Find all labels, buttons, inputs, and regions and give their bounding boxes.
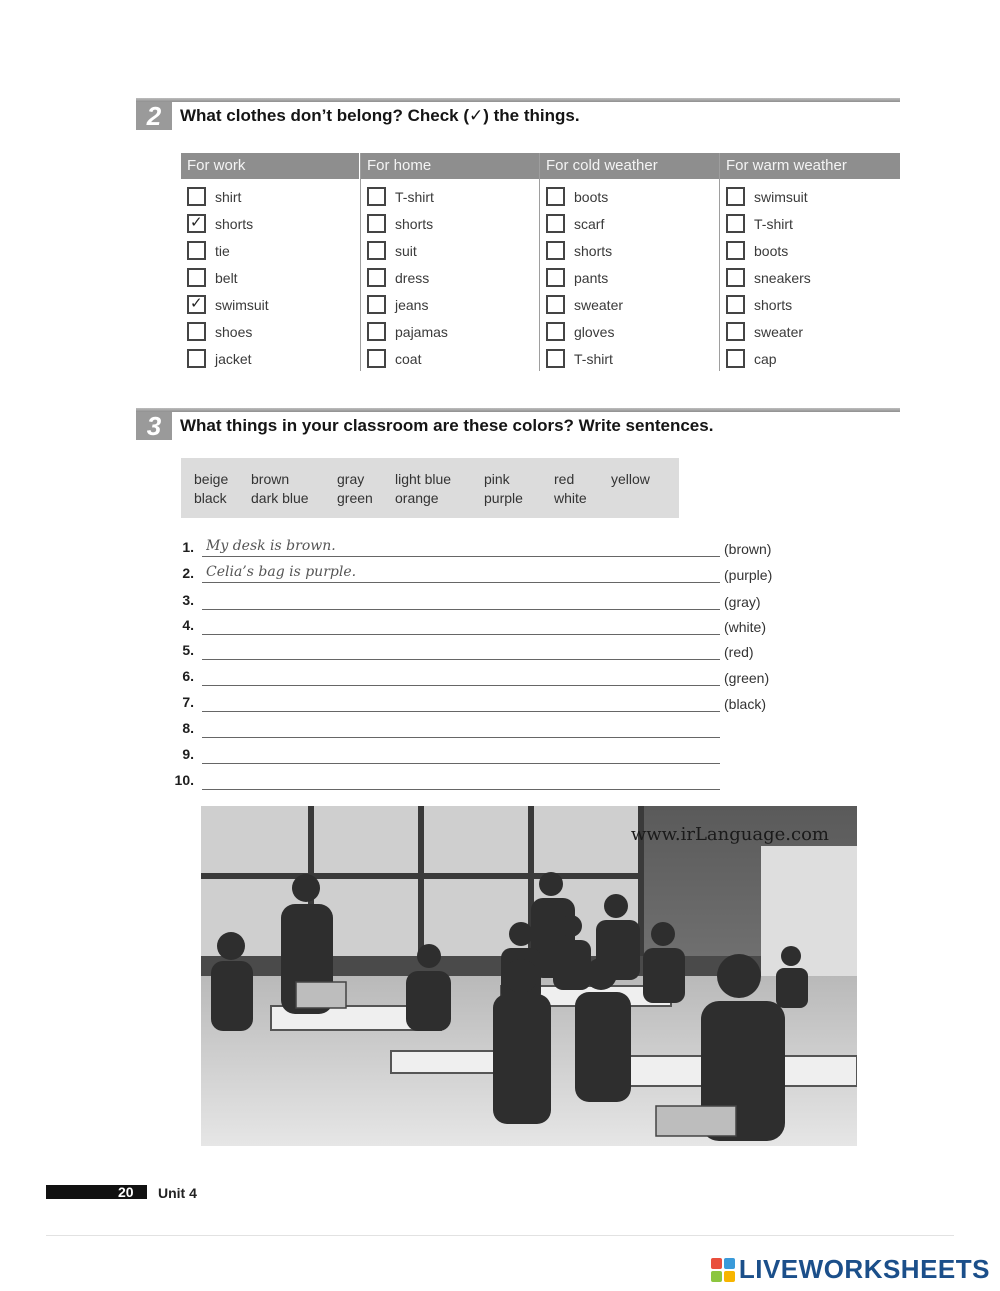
color-word: light blue [395, 471, 452, 487]
checkbox-label: cap [754, 350, 777, 367]
column-header: For warm weather [720, 153, 900, 179]
checkbox[interactable] [367, 241, 386, 260]
checkbox-label: belt [215, 269, 238, 286]
checkbox[interactable] [726, 187, 745, 206]
checkbox[interactable] [546, 268, 565, 287]
checkbox-item[interactable] [726, 318, 900, 345]
color-word: yellow [611, 471, 650, 487]
checkbox-item[interactable] [187, 183, 359, 210]
checkbox-label: shirt [215, 188, 242, 205]
checkbox-item[interactable] [367, 237, 539, 264]
checkbox-item[interactable] [726, 183, 900, 210]
color-hint: (red) [724, 644, 754, 660]
color-word: pink [484, 471, 510, 487]
checkbox-label: swimsuit [754, 188, 808, 205]
color-hint: (green) [724, 670, 770, 686]
sentence-number: 6. [182, 668, 194, 684]
sentence-answer-input[interactable] [202, 742, 720, 764]
checkbox[interactable] [726, 322, 745, 341]
liveworksheets-icon [711, 1258, 735, 1282]
sentence-number: 5. [182, 642, 194, 658]
checkbox-item[interactable] [187, 318, 359, 345]
unit-label: Unit 4 [158, 1185, 197, 1201]
checkbox-label: gloves [574, 323, 615, 340]
checkbox-item[interactable] [367, 264, 539, 291]
checkbox-item[interactable] [546, 210, 719, 237]
checkbox[interactable] [367, 187, 386, 206]
checkbox-list [720, 179, 900, 372]
checkbox-list [361, 179, 539, 372]
footer-divider [46, 1235, 954, 1236]
page-number: 20 [118, 1184, 134, 1200]
checkbox[interactable] [726, 295, 745, 314]
column-header: For work [181, 153, 359, 179]
checkbox-item[interactable] [187, 345, 359, 372]
sentence-number: 3. [182, 592, 194, 608]
checkbox-label: sneakers [754, 269, 811, 286]
checkbox-item[interactable] [546, 318, 719, 345]
logo-square [711, 1258, 722, 1269]
sentence-line [172, 766, 792, 790]
checkbox[interactable] [187, 241, 206, 260]
sentence-answer-input[interactable] [202, 561, 720, 583]
color-hint: (black) [724, 696, 767, 712]
checkbox-label: sweater [754, 323, 804, 340]
checkbox-label: pajamas [395, 323, 448, 340]
checkbox[interactable] [187, 322, 206, 341]
sentence-answer-input[interactable] [202, 638, 720, 660]
color-hint: (purple) [724, 567, 773, 583]
color-word: green [337, 490, 373, 506]
checkbox-label: shoes [215, 323, 253, 340]
checkbox-item[interactable] [367, 318, 539, 345]
checkbox[interactable] [546, 214, 565, 233]
checkbox-label: jacket [215, 350, 252, 367]
checkbox[interactable] [546, 241, 565, 260]
sentence-answer-input[interactable] [202, 716, 720, 738]
sentence-answer-input[interactable] [202, 664, 720, 686]
checkbox-label: suit [395, 242, 417, 259]
clothes-table [181, 153, 899, 371]
checkbox[interactable] [367, 295, 386, 314]
photo-watermark: www.irLanguage.com [630, 824, 829, 845]
sentence-line [172, 688, 792, 712]
logo-square [711, 1271, 722, 1282]
column-header: For cold weather [540, 153, 719, 179]
checkbox-item[interactable] [726, 291, 900, 318]
checkbox-item[interactable] [726, 237, 900, 264]
sentence-answer-input[interactable] [202, 613, 720, 635]
sentence-line [172, 586, 792, 610]
exercise-number-badge: 3 [136, 412, 172, 440]
sentence-number: 7. [182, 694, 194, 710]
sentence-line [172, 636, 792, 660]
checkbox-label: tie [215, 242, 230, 259]
checkbox-label: jeans [395, 296, 429, 313]
column-for-home [360, 153, 539, 371]
section-rule [136, 408, 900, 412]
sentence-number: 2. [182, 565, 194, 581]
sentence-answer-input[interactable] [202, 690, 720, 712]
checkbox[interactable] [726, 349, 745, 368]
color-word: gray [337, 471, 365, 487]
color-word: black [194, 490, 227, 506]
sentence-line [172, 714, 792, 738]
checkbox-label: pants [574, 269, 609, 286]
sentence-line [172, 662, 792, 686]
color-word: beige [194, 471, 229, 487]
checkbox-item[interactable] [187, 291, 359, 318]
exercise-number-badge: 2 [136, 102, 172, 130]
checkbox-list [540, 179, 719, 372]
section-rule [136, 98, 900, 102]
color-hint: (gray) [724, 594, 761, 610]
color-word: orange [395, 490, 439, 506]
sentence-number: 4. [182, 617, 194, 633]
checkbox[interactable] [726, 214, 745, 233]
checkbox-label: T-shirt [754, 215, 793, 232]
liveworksheets-brand: LIVEWORKSHEETS [738, 1254, 990, 1284]
checkbox[interactable] [187, 349, 206, 368]
back-window [761, 846, 857, 986]
checkbox-label: boots [754, 242, 789, 259]
checkbox[interactable] [726, 268, 745, 287]
color-hint: (brown) [724, 541, 772, 557]
classroom-illustration [201, 806, 857, 1146]
checkbox-label: shorts [754, 296, 793, 313]
sentence-number: 1. [182, 539, 194, 555]
sentence-line [172, 740, 792, 764]
sentence-line [172, 533, 792, 557]
checkbox-label: shorts [574, 242, 613, 259]
checkbox[interactable] [367, 214, 386, 233]
logo-square [724, 1271, 735, 1282]
checkbox-item[interactable] [546, 237, 719, 264]
checkbox-item[interactable] [367, 345, 539, 372]
checkbox-label: coat [395, 350, 422, 367]
sentence-number: 8. [182, 720, 194, 736]
column-for-work [181, 153, 359, 371]
checked-checkbox[interactable] [187, 214, 206, 233]
color-word: brown [251, 471, 290, 487]
checkbox-item[interactable] [367, 291, 539, 318]
checked-checkbox[interactable] [187, 295, 206, 314]
color-hint: (white) [724, 619, 767, 635]
checkbox[interactable] [187, 268, 206, 287]
sentence-line [172, 559, 792, 583]
checkbox-list [181, 179, 359, 372]
checkbox-label: shorts [395, 215, 434, 232]
sentence-number: 9. [182, 746, 194, 762]
color-word: white [554, 490, 587, 506]
checkbox-item[interactable] [187, 237, 359, 264]
checkbox-label: shorts [215, 215, 254, 232]
checkbox-item[interactable] [187, 210, 359, 237]
color-word-bank [181, 458, 679, 518]
exercise-2-instruction: What clothes don’t belong? Check (✓) the things. [180, 106, 580, 125]
checkbox-item[interactable] [546, 291, 719, 318]
exercise-3-instruction: What things in your classroom are these colors? Write sentences. [180, 416, 714, 435]
checkbox[interactable] [187, 187, 206, 206]
checkbox[interactable] [726, 241, 745, 260]
checkbox[interactable] [367, 349, 386, 368]
liveworksheets-logo[interactable] [711, 1254, 990, 1285]
checkbox-item[interactable] [726, 345, 900, 372]
checkbox-item[interactable] [187, 264, 359, 291]
checkbox-item[interactable] [726, 264, 900, 291]
checkbox-label: swimsuit [215, 296, 269, 313]
color-word: red [554, 471, 575, 487]
color-word: purple [484, 490, 523, 506]
checkbox-label: T-shirt [574, 350, 613, 367]
checkbox[interactable] [546, 295, 565, 314]
checkbox-label: dress [395, 269, 430, 286]
checkbox-label: T-shirt [395, 188, 434, 205]
checkbox-item[interactable] [546, 264, 719, 291]
exercise-3-header [136, 408, 900, 444]
checkbox-item[interactable] [546, 345, 719, 372]
sentence-answer-input[interactable] [202, 768, 720, 790]
checkbox-label: boots [574, 188, 609, 205]
column-header: For home [361, 153, 539, 179]
logo-square [724, 1258, 735, 1269]
sentence-number: 10. [174, 772, 194, 788]
checkbox[interactable] [546, 322, 565, 341]
checkbox-label: sweater [574, 296, 624, 313]
checkbox-label: scarf [574, 215, 605, 232]
checkbox[interactable] [546, 349, 565, 368]
checkbox-item[interactable] [726, 210, 900, 237]
column-for-warm-weather [719, 153, 900, 371]
exercise-2-header [136, 98, 900, 134]
sentence-line [172, 611, 792, 635]
sentence-answer-input[interactable] [202, 588, 720, 610]
checkbox[interactable] [367, 322, 386, 341]
checkbox-item[interactable] [367, 210, 539, 237]
checkbox-item[interactable] [367, 183, 539, 210]
checkbox[interactable] [367, 268, 386, 287]
checkbox-item[interactable] [546, 183, 719, 210]
sentence-answer-input[interactable] [202, 535, 720, 557]
checkbox[interactable] [546, 187, 565, 206]
column-for-cold-weather [539, 153, 719, 371]
classroom-photo [201, 806, 857, 1146]
color-word: dark blue [251, 490, 309, 506]
